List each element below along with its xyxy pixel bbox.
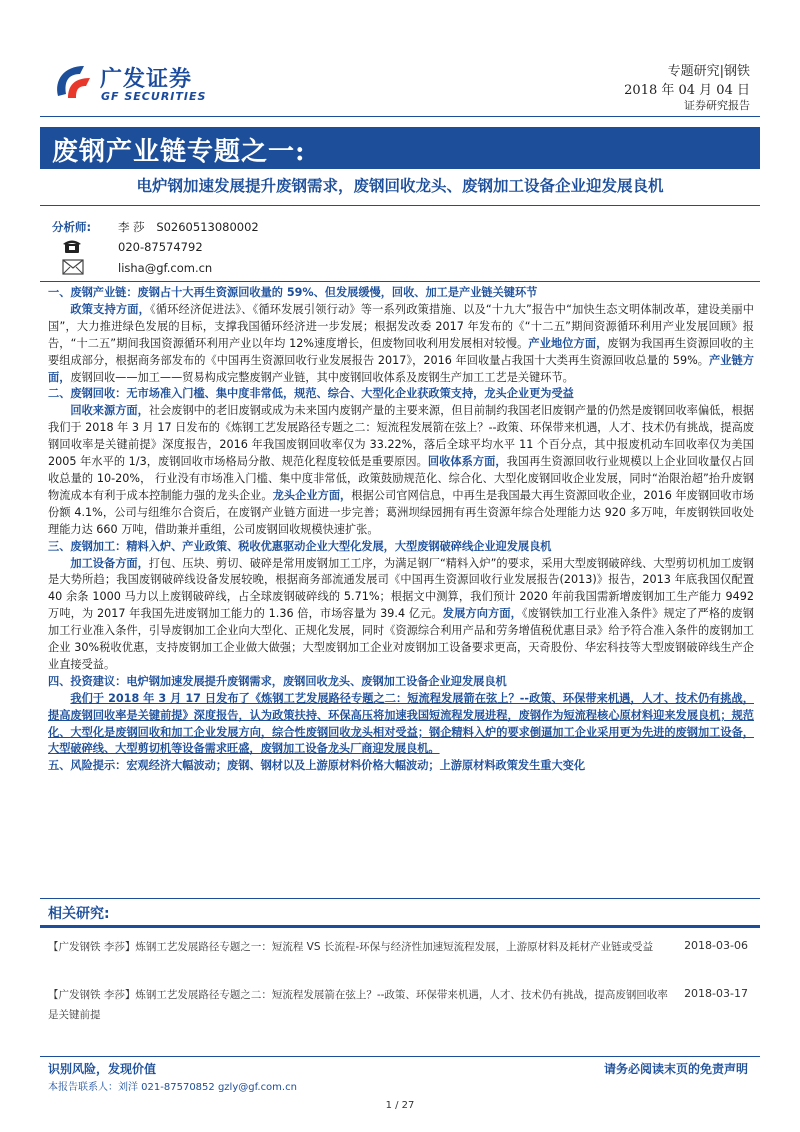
related-top-rule xyxy=(40,898,760,899)
related-item-2-date: 2018-03-17 xyxy=(684,987,748,1000)
analyst-phone: 020-87574792 xyxy=(118,240,203,254)
s3-equipment-label: 加工设备方面， xyxy=(70,556,149,570)
page-title: 废钢产业链专题之一: xyxy=(52,137,306,167)
s4-recommendation-text: 我们于 2018 年 3 月 17 日发布了《炼钢工艺发展路径专题之二：短流程发展箭在弦上？--政策、环保带来机遇，人才、技术仍有挑战，提高废钢回收率是关键前提》深度报告，认为政策扶持、环保高压将加速我国短流程发展进程，废钢作为短流程核心原材料迎来发展良机；规范化、大型化是废钢回收和加工企业发展方向，综合性废钢回收龙头相对受益；钢企精料入炉的要求倒逼加工企业采用更为先进的废钢加工设备，大型破碎线、大型剪切机等设备需求旺盛，废钢加工设备龙头厂商迎发展良机。 xyxy=(48,691,754,756)
s1-policy-text: 《循环经济促进法》、《循环发展引领行动》等一系列政策措施、以及“十九大”报告中“加快生态文明体制改革，建设美丽中国”，大力推进绿色发展的目标，支撑我国循环经济进一步发展；根据发改委 2017 年发布的《“十二五”期间资源循环利用产业发展回顾》报告，“十二五”期间我国资源循环利用产业以年均 12%速度增长，但废物回收利用发展相对较慢。 xyxy=(48,302,754,350)
mail-icon xyxy=(62,259,84,275)
section-2-body xyxy=(48,403,754,538)
analyst-email[interactable]: lisha@gf.com.cn xyxy=(118,261,213,275)
logo-cn: 广发证券 xyxy=(100,67,193,92)
analyst-name: 李 莎 xyxy=(118,220,145,234)
subtitle-rule xyxy=(40,205,760,206)
s2-leader-label: 龙头企业方面， xyxy=(272,488,352,502)
s1-chain-label: 产业链方面， xyxy=(48,353,754,384)
related-item-2[interactable]: 【广发钢铁 李莎】炼钢工艺发展路径专题之二：短流程发展箭在弦上？--政策、环保带来机遇，人才、技术仍有挑战，提高废钢回收率是关键前提 xyxy=(48,989,668,1021)
page-subtitle: 电炉钢加速发展提升废钢需求，废钢回收龙头、废钢加工设备企业迎发展良机 xyxy=(136,176,664,195)
s2-system-text: 我国再生资源回收行业规模以上企业回收量仅占回收总量的 10-20%， 行业没有市场准入门槛、集中度非常低，政策鼓励规范化、综合化、大型化废钢回收企业发展，同时“治限治超”抬升废钢物流成本有利于成本控制能力强的龙头企业。 xyxy=(48,455,754,502)
related-bar xyxy=(40,925,760,928)
phone-icon xyxy=(62,238,82,254)
section-2-heading: 二、废钢回收：无市场准入门槛、集中度非常低，规范、综合、大型化企业获政策支持，龙头企业更为受益 xyxy=(48,387,574,401)
s2-system-label: 回收体系方面， xyxy=(427,455,507,469)
section-5-heading: 五、风险提示：宏观经济大幅波动；废钢、钢材以及上游原材料价格大幅波动；上游原材料政策发生重大变化 xyxy=(48,759,586,773)
report-date: 2018 年 04 月 04 日 xyxy=(624,83,750,98)
header-rule xyxy=(40,116,760,117)
related-title: 相关研究: xyxy=(48,906,110,922)
analyst-name-line xyxy=(118,219,259,235)
page-number: 1 / 27 xyxy=(385,1100,415,1111)
gf-logo-mark-icon xyxy=(50,60,96,106)
footer-rule xyxy=(40,1056,760,1057)
s1-status-label: 产业地位方面， xyxy=(528,336,608,350)
s3-direction-label: 发展方向方面， xyxy=(442,607,522,621)
s3-direction-text: 《废钢铁加工行业准入条件》规定了严格的废钢加工行业准入条件，引导废钢加工企业向大型化、正规化发展，同时《资源综合利用产品和劳务增值税优惠目录》给予符合准入条件的废钢加工企业 30%税收优惠，支持废钢加工企业做大做强；大型废钢加工企业对废钢加工设备要求更高，天奇股份、华宏科技等大型废钢破碎线生产企业直接受益。 xyxy=(48,607,754,671)
section-4-heading: 四、投资建议：电炉钢加速发展提升废钢需求，废钢回收龙头、废钢加工设备企业迎发展良机 xyxy=(48,674,507,688)
report-type: 专题研究|钢铁 xyxy=(667,64,750,79)
section-3-heading: 三、废钢加工：精料入炉、产业政策、税收优惠驱动企业大型化发展，大型废钢破碎线企业迎发展良机 xyxy=(48,539,552,553)
footer-slogan: 识别风险，发现价值 xyxy=(48,1062,157,1076)
s2-source-label: 回收来源方面， xyxy=(70,404,149,418)
section-1-body xyxy=(48,302,754,387)
section-3-body xyxy=(48,556,754,674)
logo-en: GF SECURITIES xyxy=(101,90,207,103)
footer-contact: 本报告联系人：刘洋 021-87570852 gzly@gf.com.cn xyxy=(48,1082,297,1093)
related-item-1-date: 2018-03-06 xyxy=(684,939,748,952)
s1-policy-label: 政策支持方面， xyxy=(70,302,151,316)
section-1-heading: 一、废钢产业链：废钢占十大再生资源回收量的 59%、但发展缓慢，回收、加工是产业链关键环节 xyxy=(48,286,538,299)
s3-equipment-text: 打包、压块、剪切、破碎是常用废钢加工工序，为满足钢厂“精料入炉”的要求，采用大型废钢破碎线、大型剪切机加工废钢是大势所趋；我国废钢破碎线设备发展较晚，根据商务部流通发展司《中国再生资源回收行业发展报告(2013)》报告，2013 年底我国仅配置 40 余条 1000 马力以上废钢破碎线，占全球废钢破碎线的 5.71%；根据文中测算，我们预计 2020 年前我国需新增废钢加工生产能力 9492 万吨，为 2017 年我国先进废钢加工能力的 1.36 倍，市场容量为 39.4 亿元。 xyxy=(48,556,754,621)
related-item-1[interactable]: 【广发钢铁 李莎】炼钢工艺发展路径专题之一：短流程 VS 长流程-环保与经济性加速短流程发展，上游原材料及耗材产业链或受益 xyxy=(48,941,654,953)
s1-chain-text: 废钢回收——加工——贸易构成完整废钢产业链，其中废钢回收体系及废钢生产加工工艺是关键环节。 xyxy=(70,370,574,384)
s2-source-text: 社会废钢中的老旧废钢或成为未来国内废钢产量的主要来源，但目前制约我国老旧废钢产量的仍然是废钢回收率偏低，根据我们于 2018 年 3 月 17 日发布的《炼钢工艺发展路径专题之二：短流程发展箭在弦上？--政策、环保带来机遇，人才、技术仍有挑战，提高废钢回收率是关键前提》深度报告，2016 年我国废钢回收率仅为 33.22%，落后全球平均水平 11 个百分点，其中报废机动车回收率仅为美国 2005 年水平的 1/3，废钢回收市场格局分散、规范化程度较低是重要原因。 xyxy=(48,404,754,469)
analyst-cert: S0260513080002 xyxy=(156,220,259,234)
footer-disclaimer: 请务必阅读末页的免责声明 xyxy=(603,1062,748,1076)
s2-leader-text: 根据公司官网信息，中再生是我国最大再生资源回收企业，2016 年废钢回收市场份额 4.1%，公司与纽维尔合资后，在废钢产业链方面进一步完善；葛洲坝绿园拥有再生资源年综合处理能力达 920 多万吨，年废钢铁回收处理能力达 660 万吨，借助兼并重组，公司废钢回收规模快速扩张。 xyxy=(48,488,754,536)
s1-status-text: 废钢为我国再生资源回收的主要组成部分，根据商务部发布的《中国再生资源回收行业发展报告 2017》，2016 年回收量占我国十大类再生资源回收总量的 59%。 xyxy=(48,336,754,367)
summary-body xyxy=(48,285,754,775)
report-kind: 证券研究报告 xyxy=(684,99,750,112)
analyst-rule xyxy=(40,281,760,282)
analyst-label: 分析师: xyxy=(52,220,92,234)
section-4-body xyxy=(48,691,754,759)
